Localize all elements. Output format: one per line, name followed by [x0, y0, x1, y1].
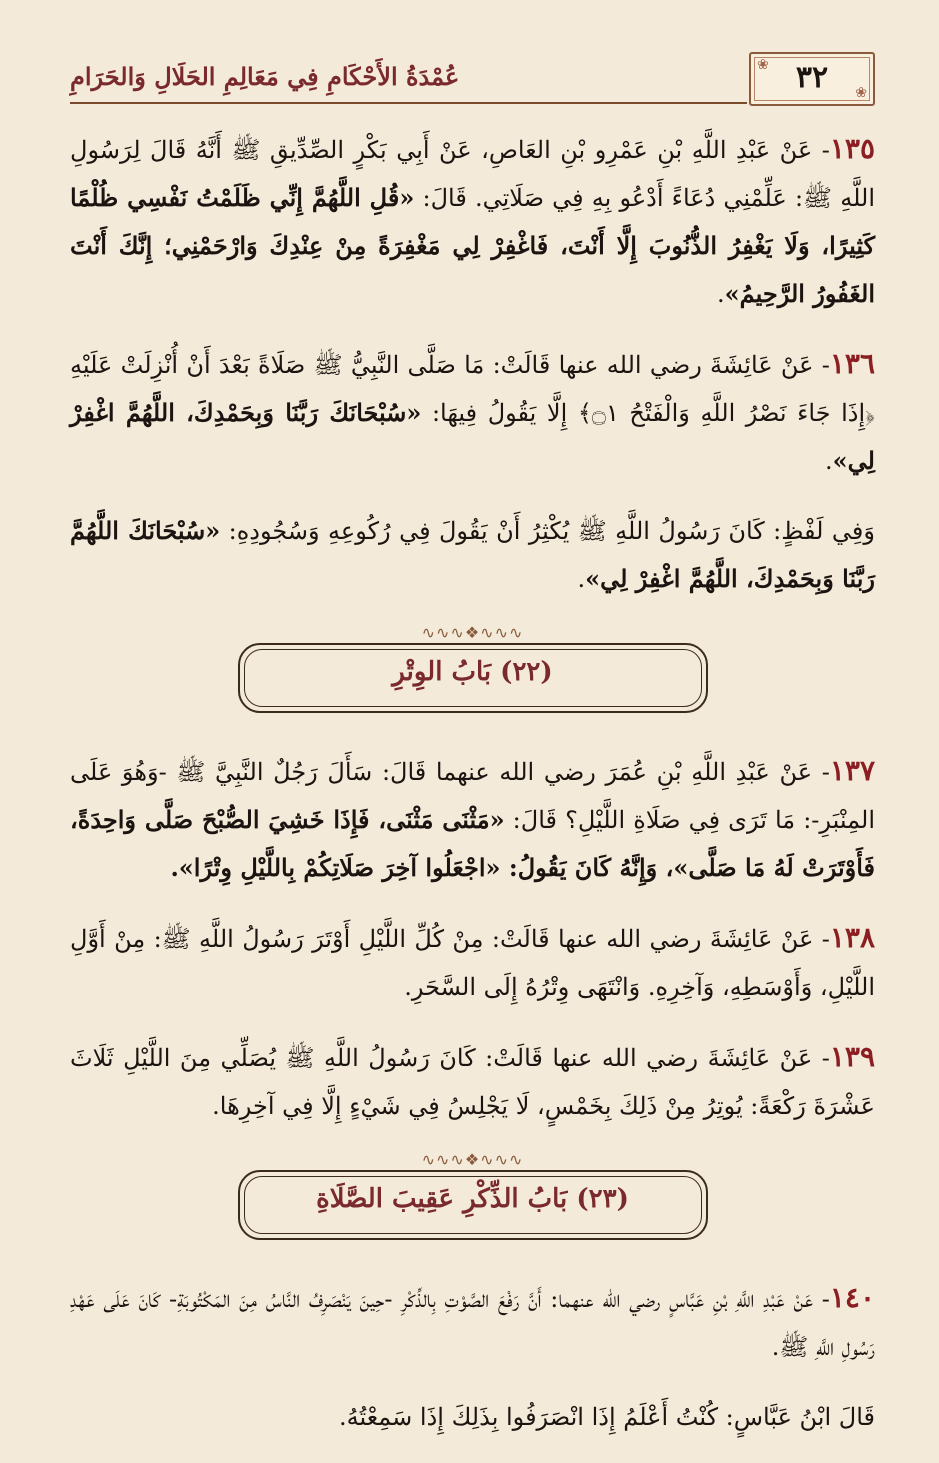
header-divider — [70, 102, 747, 104]
hadith-136-variant — [70, 507, 875, 603]
book-title: عُمْدَةُ الأَحْكَامِ فِي مَعَالِمِ الحَلَالِ وَالحَرَامِ — [70, 62, 460, 91]
ornament-icon: ∿∿∿❖∿∿∿ — [421, 623, 524, 642]
ornament-icon: ❀ — [855, 85, 867, 101]
hadith-text: - عَنْ عَبْدِ اللَّهِ بْنِ عَبَّاسٍ رضي الله عنهما: أَنَّ رَفْعَ الصَّوْتِ بِالذِّكْرِ -حِينَ يَنْصَرِفُ النَّاسُ مِنَ المَكْتُوبَةِ- كَانَ عَلَى عَهْدِ رَسُولِ اللَّهِ ﷺ. — [70, 1285, 875, 1361]
hadith-tail: ، وَإِنَّهُ كَانَ يَقُولُ: «اجْعَلُوا آخِرَ صَلَاتِكُمْ بِاللَّيْلِ وِتْرًا». — [170, 853, 674, 882]
hadith-140 — [70, 1274, 875, 1371]
page-content — [70, 125, 875, 1463]
page-number-frame — [749, 52, 875, 106]
hadith-text: وَفِي لَفْظٍ: كَانَ رَسُولُ اللَّهِ ﷺ يُكْثِرُ أَنْ يَقُولَ فِي رُكُوعِهِ وَسُجُودِهِ: — [220, 517, 875, 545]
hadith-text: - عَنْ عَبْدِ اللَّهِ بْنِ عُمَرَ رضي الله عنهما قَالَ: سَأَلَ رَجُلٌ النَّبِيَّ ﷺ -وَهُوَ عَلَى المِنْبَرِ-: مَا تَرَى فِي صَلَاةِ اللَّيْلِ؟ قَالَ: — [70, 758, 876, 834]
ornament-icon: ❀ — [757, 57, 769, 73]
hadith-number: ١٣٦ — [829, 347, 875, 380]
hadith-number: ١٤٠ — [829, 1281, 875, 1314]
hadith-tail: . — [717, 280, 725, 308]
hadith-quote: «سُبْحَانَكَ رَبَّنَا وَبِحَمْدِكَ، اللَّهُمَّ اغْفِرْ لِي» — [70, 398, 875, 475]
page-header — [70, 52, 875, 112]
hadith-quote: «مَثْنَى مَثْنَى، فَإِذَا خَشِيَ الصُّبْحَ صَلَّى وَاحِدَةً، فَأَوْتَرَتْ لَهُ مَا صَلَّى» — [70, 805, 875, 882]
hadith-140-note — [70, 1393, 875, 1441]
hadith-quote: «قُلِ اللَّهُمَّ إِنِّي ظَلَمْتُ نَفْسِي ظُلْمًا كَثِيرًا، وَلَا يَغْفِرُ الذُّنُوبَ إِلَّا أَنْتَ، فَاغْفِرْ لِي مَغْفِرَةً مِنْ عِنْدِكَ وَارْحَمْنِي؛ إِنَّكَ أَنْتَ الغَفُورُ الرَّحِيمُ» — [70, 183, 875, 308]
ornament-icon: ∿∿∿❖∿∿∿ — [421, 1150, 524, 1169]
hadith-text: - عَنْ عَبْدِ اللَّهِ بْنِ عَمْرِو بْنِ العَاصِ، عَنْ أَبِي بَكْرٍ الصِّدِّيقِ ﷺ أَنَّهُ قَالَ لِرَسُولِ اللَّهِ ﷺ: عَلِّمْنِي دُعَاءً أَدْعُو بِهِ فِي صَلَاتِي. قَالَ: — [70, 136, 875, 212]
chapter-title: (٢٢) بَابُ الوِتْرِ — [392, 657, 553, 687]
hadith-text: - عَنْ عَائِشَةَ رضي الله عنها قَالَتْ: مَا صَلَّى النَّبِيُّ ﷺ صَلَاةً بَعْدَ أَنْ أُنْزِلَتْ عَلَيْهِ ﴿إِذَا جَاءَ نَصْرُ اللَّهِ وَالْفَتْحُ ۝١﴾ إِلَّا يَقُولُ فِيهَا: — [70, 351, 875, 427]
hadith-number: ١٣٧ — [829, 754, 875, 787]
page-number: ٣٢ — [795, 60, 829, 95]
hadith-text: - عَنْ عَائِشَةَ رضي الله عنها قَالَتْ: كَانَ رَسُولُ اللَّهِ ﷺ يُصَلِّي مِنَ اللَّيْلِ ثَلَاثَ عَشْرَةَ رَكْعَةً: يُوتِرُ مِنْ ذَلِكَ بِخَمْسٍ، لَا يَجْلِسُ فِي شَيْءٍ إِلَّا فِي آخِرِهَا. — [70, 1044, 875, 1120]
hadith-tail: . — [825, 447, 833, 475]
hadith-139 — [70, 1033, 875, 1130]
hadith-136 — [70, 340, 875, 485]
hadith-number: ١٣٩ — [829, 1040, 875, 1073]
hadith-number: ١٣٥ — [829, 132, 875, 165]
hadith-number: ١٣٨ — [829, 921, 875, 954]
chapter-frame — [238, 1170, 708, 1240]
hadith-tail: . — [577, 565, 586, 593]
chapter-heading-23 — [238, 1152, 708, 1244]
hadith-text: قَالَ ابْنُ عَبَّاسٍ: كُنْتُ أَعْلَمُ إِذَا انْصَرَفُوا بِذَلِكَ إِذَا سَمِعْتُهُ. — [338, 1403, 875, 1431]
chapter-frame — [238, 643, 708, 713]
hadith-135 — [70, 125, 875, 318]
chapter-title: (٢٣) بَابُ الذِّكْرِ عَقِيبَ الصَّلَاةِ — [316, 1184, 629, 1214]
chapter-heading-22 — [238, 625, 708, 717]
hadith-quote: «سُبْحَانَكَ اللَّهُمَّ رَبَّنَا وَبِحَمْدِكَ، اللَّهُمَّ اغْفِرْ لِي» — [70, 516, 875, 593]
hadith-text: - عَنْ عَائِشَةَ رضي الله عنها قَالَتْ: مِنْ كُلِّ اللَّيْلِ أَوْتَرَ رَسُولُ اللَّهِ ﷺ: مِنْ أَوَّلِ اللَّيْلِ، وَأَوْسَطِهِ، وَآخِرِهِ. وَانْتَهَى وِتْرُهُ إِلَى السَّحَرِ. — [70, 925, 875, 1001]
hadith-138 — [70, 914, 875, 1011]
hadith-137 — [70, 747, 875, 892]
